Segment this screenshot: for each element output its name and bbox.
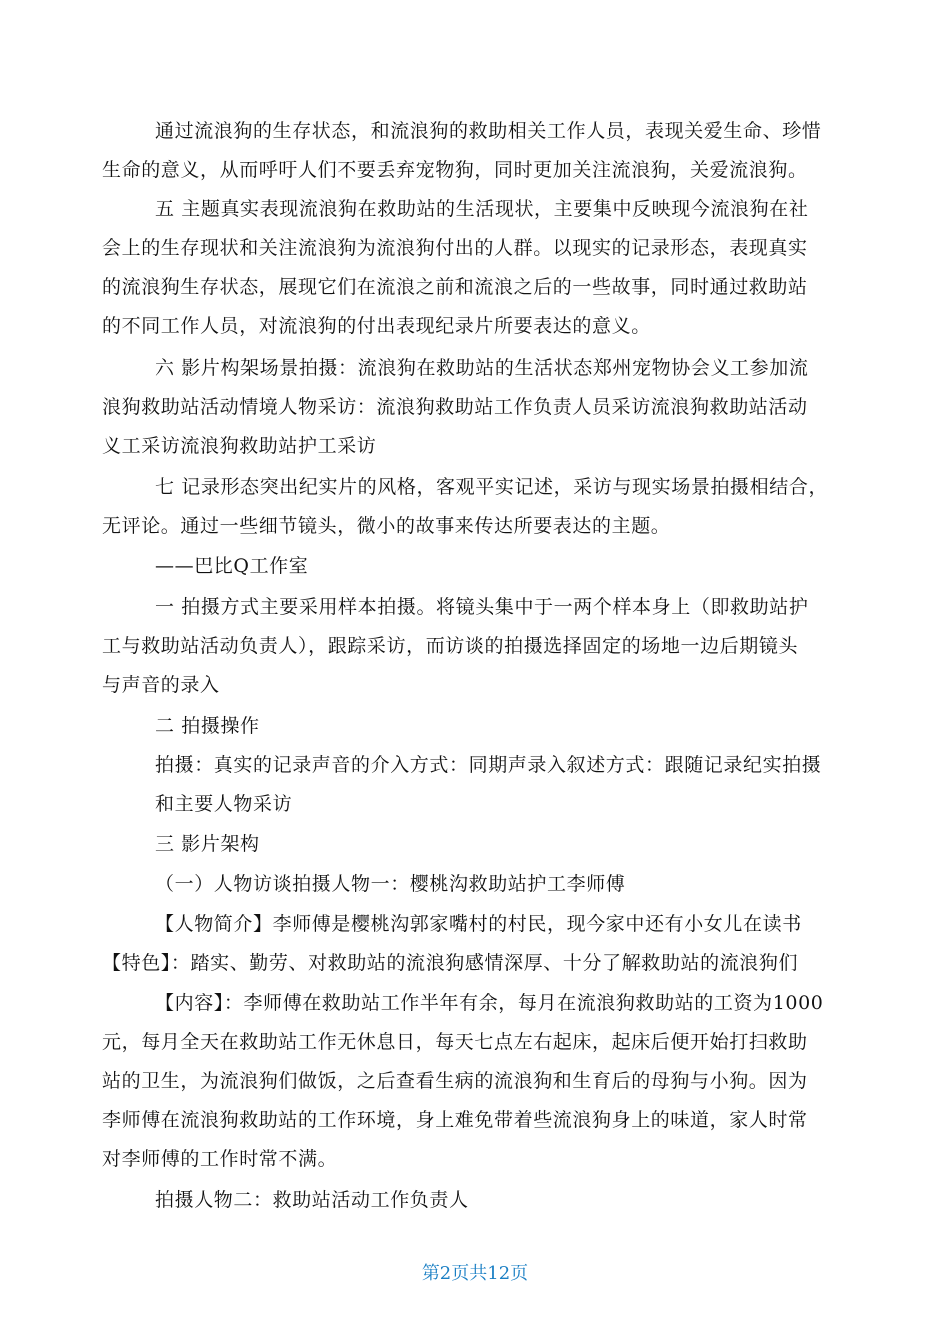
subsection-heading: （一）人物访谈拍摄人物一：樱桃沟救助站护工李师傅 [155,873,626,895]
paragraph-line: 的流浪狗生存状态，展现它们在流浪之前和流浪之后的一些故事，同时通过救助站 [102,276,808,298]
paragraph-line: 无评论。通过一些细节镜头，微小的故事来传达所要表达的主题。 [102,515,671,537]
paragraph-line: 工与救助站活动负责人），跟踪采访，而访谈的拍摄选择固定的场地一边后期镜头 [102,635,799,657]
paragraph-line: 六 影片构架场景拍摄：流浪狗在救助站的生活状态郑州宠物协会义工参加流 [155,357,809,379]
paragraph-line: 生命的意义，从而呼吁人们不要丢弃宠物狗，同时更加关注流浪狗，关爱流浪狗。 [102,159,808,181]
paragraph-line: 会上的生存现状和关注流浪狗为流浪狗付出的人群。以现实的记录形态，表现真实 [102,237,808,259]
section-heading: 二 拍摄操作 [155,715,260,737]
paragraph-line: 义工采访流浪狗救助站护工采访 [102,435,377,457]
paragraph-line: 与声音的录入 [102,674,220,696]
paragraph-line: 【特色】：踏实、勤劳、对救助站的流浪狗感情深厚、十分了解救助站的流浪狗们 [102,952,799,974]
paragraph-line: 五 主题真实表现流浪狗在救助站的生活现状，主要集中反映现今流浪狗在社 [155,198,809,220]
page-number-footer: 第2页共12页 [421,1263,529,1284]
paragraph-line: 和主要人物采访 [155,793,293,815]
signature-line: ——巴比Q工作室 [155,555,309,577]
paragraph-line: 李师傅在流浪狗救助站的工作环境，身上难免带着些流浪狗身上的味道，家人时常 [102,1109,808,1131]
paragraph-line: 通过流浪狗的生存状态，和流浪狗的救助相关工作人员，表现关爱生命、珍惜 [155,120,822,142]
section-heading: 三 影片架构 [155,833,260,855]
paragraph-line: 浪狗救助站活动情境人物采访：流浪狗救助站工作负责人员采访流浪狗救助站活动 [102,396,808,418]
paragraph-line: 元，每月全天在救助站工作无休息日，每天七点左右起床，起床后便开始打扫救助 [102,1031,808,1053]
paragraph-line: 的不同工作人员，对流浪狗的付出表现纪录片所要表达的意义。 [102,315,651,337]
paragraph-line: 【人物简介】李师傅是樱桃沟郭家嘴村的村民，现今家中还有小女儿在读书 [155,913,802,935]
paragraph-line: 拍摄：真实的记录声音的介入方式：同期声录入叙述方式：跟随记录纪实拍摄 [155,754,822,776]
paragraph-line: 七 记录形态突出纪实片的风格，客观平实记述，采访与现实场景拍摄相结合， [155,476,829,498]
paragraph-line: 对李师傅的工作时常不满。 [102,1148,338,1170]
paragraph-line: 一 拍摄方式主要采用样本拍摄。将镜头集中于一两个样本身上（即救助站护 [155,596,809,618]
paragraph-line: 【内容】：李师傅在救助站工作半年有余，每月在流浪狗救助站的工资为1000 [155,992,824,1014]
paragraph-line: 站的卫生，为流浪狗们做饭，之后查看生病的流浪狗和生育后的母狗与小狗。因为 [102,1070,808,1092]
paragraph-line: 拍摄人物二：救助站活动工作负责人 [155,1189,469,1211]
